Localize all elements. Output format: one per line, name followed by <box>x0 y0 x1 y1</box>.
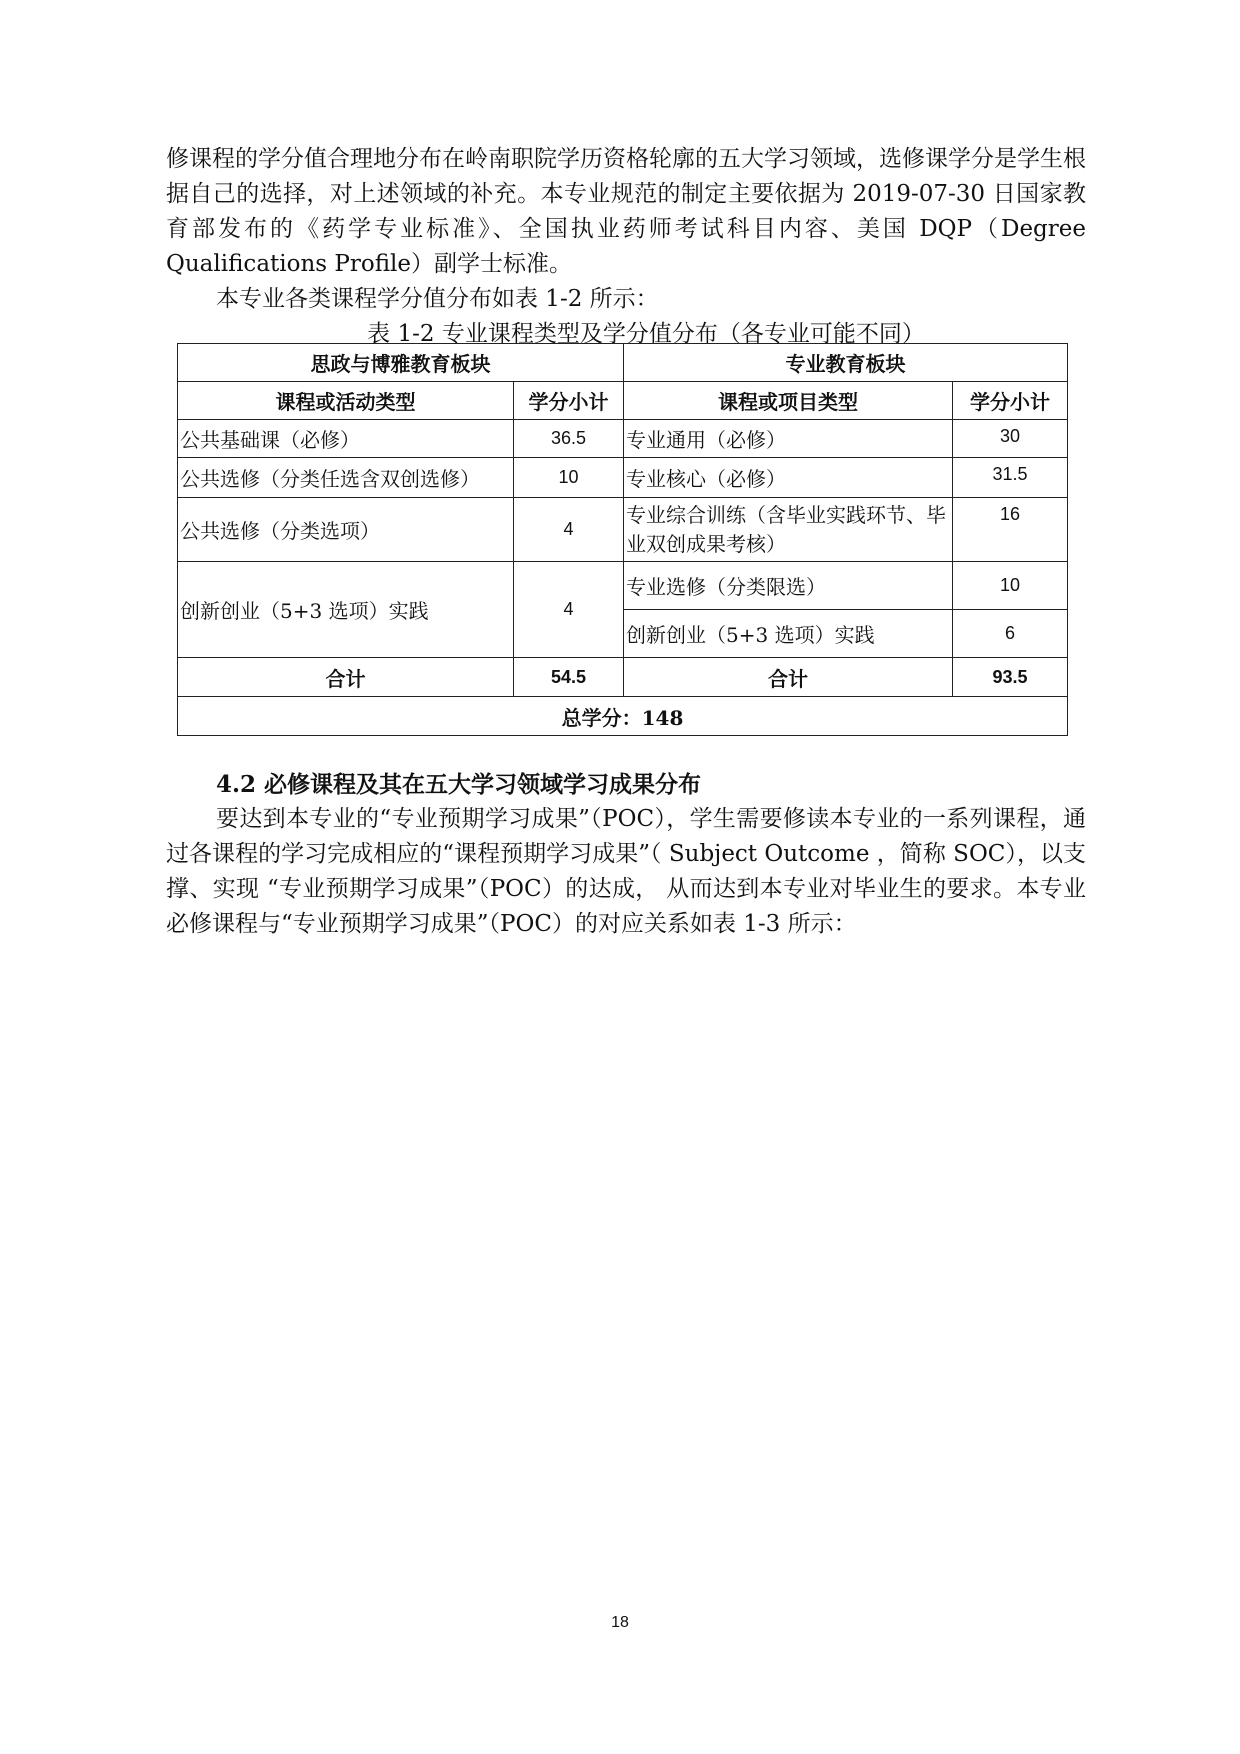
left-course-name: 公共基础课（必修） <box>178 420 514 458</box>
right-course-name: 专业综合训练（含毕业实践环节、毕业双创成果考核） <box>624 498 953 562</box>
left-course-credit: 4 <box>514 562 624 658</box>
right-course-credit: 31.5 <box>953 458 1068 498</box>
left-total-label: 合计 <box>178 658 514 697</box>
right-total-label: 合计 <box>624 658 953 697</box>
col-right-credit: 学分小计 <box>953 382 1068 420</box>
credit-distribution-table <box>177 343 1068 736</box>
right-course-credit: 30 <box>953 420 1068 458</box>
table-column-header-row <box>178 382 1068 420</box>
table-caption: 表 1-2 专业课程类型及学分值分布（各专业可能不同） <box>367 321 925 347</box>
right-total-value: 93.5 <box>953 658 1068 697</box>
col-left-type: 课程或活动类型 <box>178 382 514 420</box>
left-course-name: 公共选修（分类选项） <box>178 498 514 562</box>
right-course-credit: 16 <box>953 498 1068 562</box>
left-course-name: 公共选修（分类任选含双创选修） <box>178 458 514 498</box>
page-number: 18 <box>611 1614 629 1631</box>
table-row <box>178 458 1068 498</box>
left-total-value: 54.5 <box>514 658 624 697</box>
intro-paragraph: 修课程的学分值合理地分布在岭南职院学历资格轮廓的五大学习领域，选修课学分是学生根据自己的选择，对上述领域的补充。本专业规范的制定主要依据为 2019-07-30 日国家教育部发布的《药学专业标准》、全国执业药师考试科目内容、美国 DQP（Degree Qualifications Profile）副学士标准。 <box>166 146 1086 277</box>
section-paragraph: 要达到本专业的“专业预期学习成果”（POC），学生需要修读本专业的一系列课程，通过各课程的学习完成相应的“课程预期学习成果”（ Subject Outcome ，简称 SOC），以支撑、实现 “专业预期学习成果”（POC）的达成， 从而达到本专业对毕业生的要求。本专业必修课程与“专业预期学习成果”（POC）的对应关系如表 1-3 所示： <box>166 806 1086 937</box>
right-course-credit: 10 <box>953 562 1068 610</box>
right-course-credit: 6 <box>953 610 1068 658</box>
table-row <box>178 562 1068 610</box>
left-block-header: 思政与博雅教育板块 <box>178 344 624 382</box>
right-block-header: 专业教育板块 <box>624 344 1068 382</box>
table-total-row <box>178 658 1068 697</box>
right-course-name: 创新创业（5+3 选项）实践 <box>624 610 953 658</box>
section-body <box>166 802 1086 942</box>
col-right-type: 课程或项目类型 <box>624 382 953 420</box>
table-block-header-row <box>178 344 1068 382</box>
table-row <box>178 420 1068 458</box>
left-course-credit: 36.5 <box>514 420 624 458</box>
right-course-name: 专业选修（分类限选） <box>624 562 953 610</box>
grand-total: 总学分：148 <box>178 697 1068 736</box>
right-course-name: 专业核心（必修） <box>624 458 953 498</box>
table-row <box>178 498 1068 562</box>
section-heading: 4.2 必修课程及其在五大学习领域学习成果分布 <box>216 771 702 798</box>
intro-section <box>166 142 1086 351</box>
table-reference-paragraph: 本专业各类课程学分值分布如表 1-2 所示： <box>216 286 659 312</box>
table-grand-total-row <box>178 697 1068 736</box>
col-left-credit: 学分小计 <box>514 382 624 420</box>
left-course-credit: 4 <box>514 498 624 562</box>
left-course-credit: 10 <box>514 458 624 498</box>
left-course-name: 创新创业（5+3 选项）实践 <box>178 562 514 658</box>
right-course-name: 专业通用（必修） <box>624 420 953 458</box>
